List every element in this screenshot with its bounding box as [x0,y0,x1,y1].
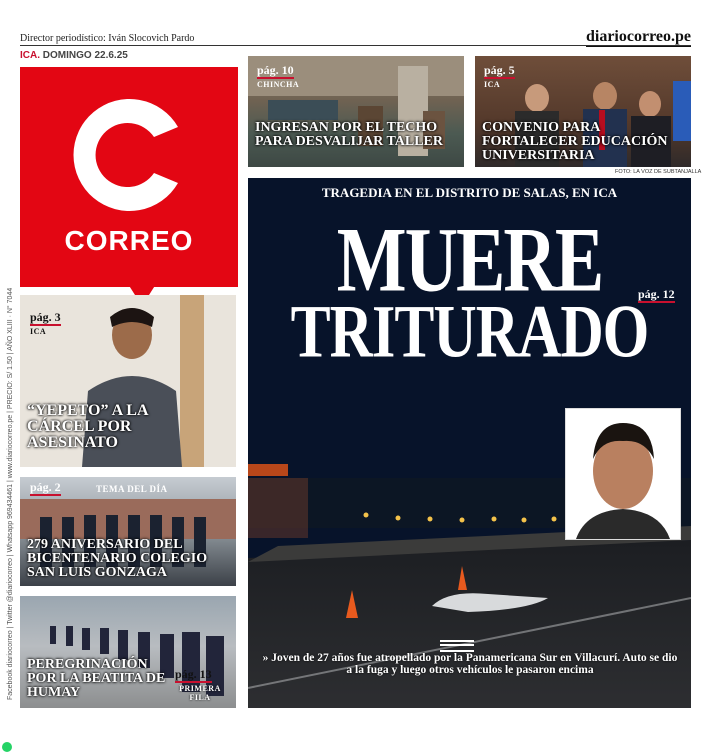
whatsapp-icon [2,742,12,752]
story-aniversario[interactable] [20,477,236,586]
logo-c-icon [62,87,198,223]
story-headline: INGRESAN POR EL TECHO PARA DESVALIJAR TALLER [255,120,444,149]
deck-divider [440,640,474,652]
main-headline-line-1: MUERE [336,209,603,312]
dateline [20,50,128,61]
dateline-date: DOMINGO 22.6.25 [42,50,128,61]
story-convenio[interactable] [475,56,691,167]
site-url[interactable]: diariocorreo.pe [585,28,691,45]
director-credit: Director periodístico: Iván Slocovich Pardo [20,33,195,44]
section-label: PRIMERA FILA [179,684,221,702]
page-ref: pág. 3 [30,310,61,324]
main-kicker: TRAGEDIA EN EL DISTRITO DE SALAS, EN ICA [321,185,618,200]
story-chincha[interactable] [248,56,464,167]
edge-strip [1,60,13,700]
story-headline: “YEPETO” A LA CÁRCEL POR ASESINATO [27,402,148,451]
page-ref: pág. 2 [30,480,61,494]
page-ref: pág. 13 [175,667,212,681]
main-story[interactable] [248,178,691,708]
main-deck: » Joven de 27 años fue atropellado por la Panamericana Sur en Villacurí. Auto se dio a la fuga y luego otros vehículos le pasaron encima [262,652,678,676]
section-label: TEMA DEL DÍA [96,484,168,494]
section-label: ICA [30,327,47,336]
story-yepeto[interactable] [20,295,236,467]
dateline-city: ICA. [20,50,40,61]
story-headline: 279 ANIVERSARIO DEL BICENTENARIO COLEGIO SAN LUIS GONZAGA [27,537,208,580]
page-ref: pág. 10 [257,63,294,77]
main-page-ref: pág. 12 [638,287,675,301]
section-label: CHINCHA [257,80,300,89]
logo-wordmark: CORREO [64,225,194,256]
masthead-logo [20,67,238,287]
victim-portrait [565,408,681,540]
story-headline: CONVENIO PARA FORTALECER EDUCACIÓN UNIVERSITARIA [482,120,668,163]
story-peregrinacion[interactable] [20,596,236,708]
section-label: ICA [484,80,501,89]
main-headline-line-2: TRITURADO [290,290,649,373]
portrait-photo [566,409,680,539]
photo-credit: FOTO: LA VOZ DE SUBTANJALLA [615,169,702,175]
page-ref: pág. 5 [484,63,515,77]
header-divider [20,45,691,46]
story-headline: PEREGRINACIÓN POR LA BEATITA DE HUMAY [27,657,166,700]
edge-info-text: Facebook diariocorreo | Twitter @diariocorreo | Whatsapp 969434461 | www.diariocorreo.pe | PRECIO: S/ 1.50 | AÑO XLIII · N° 7044 [7,287,14,700]
